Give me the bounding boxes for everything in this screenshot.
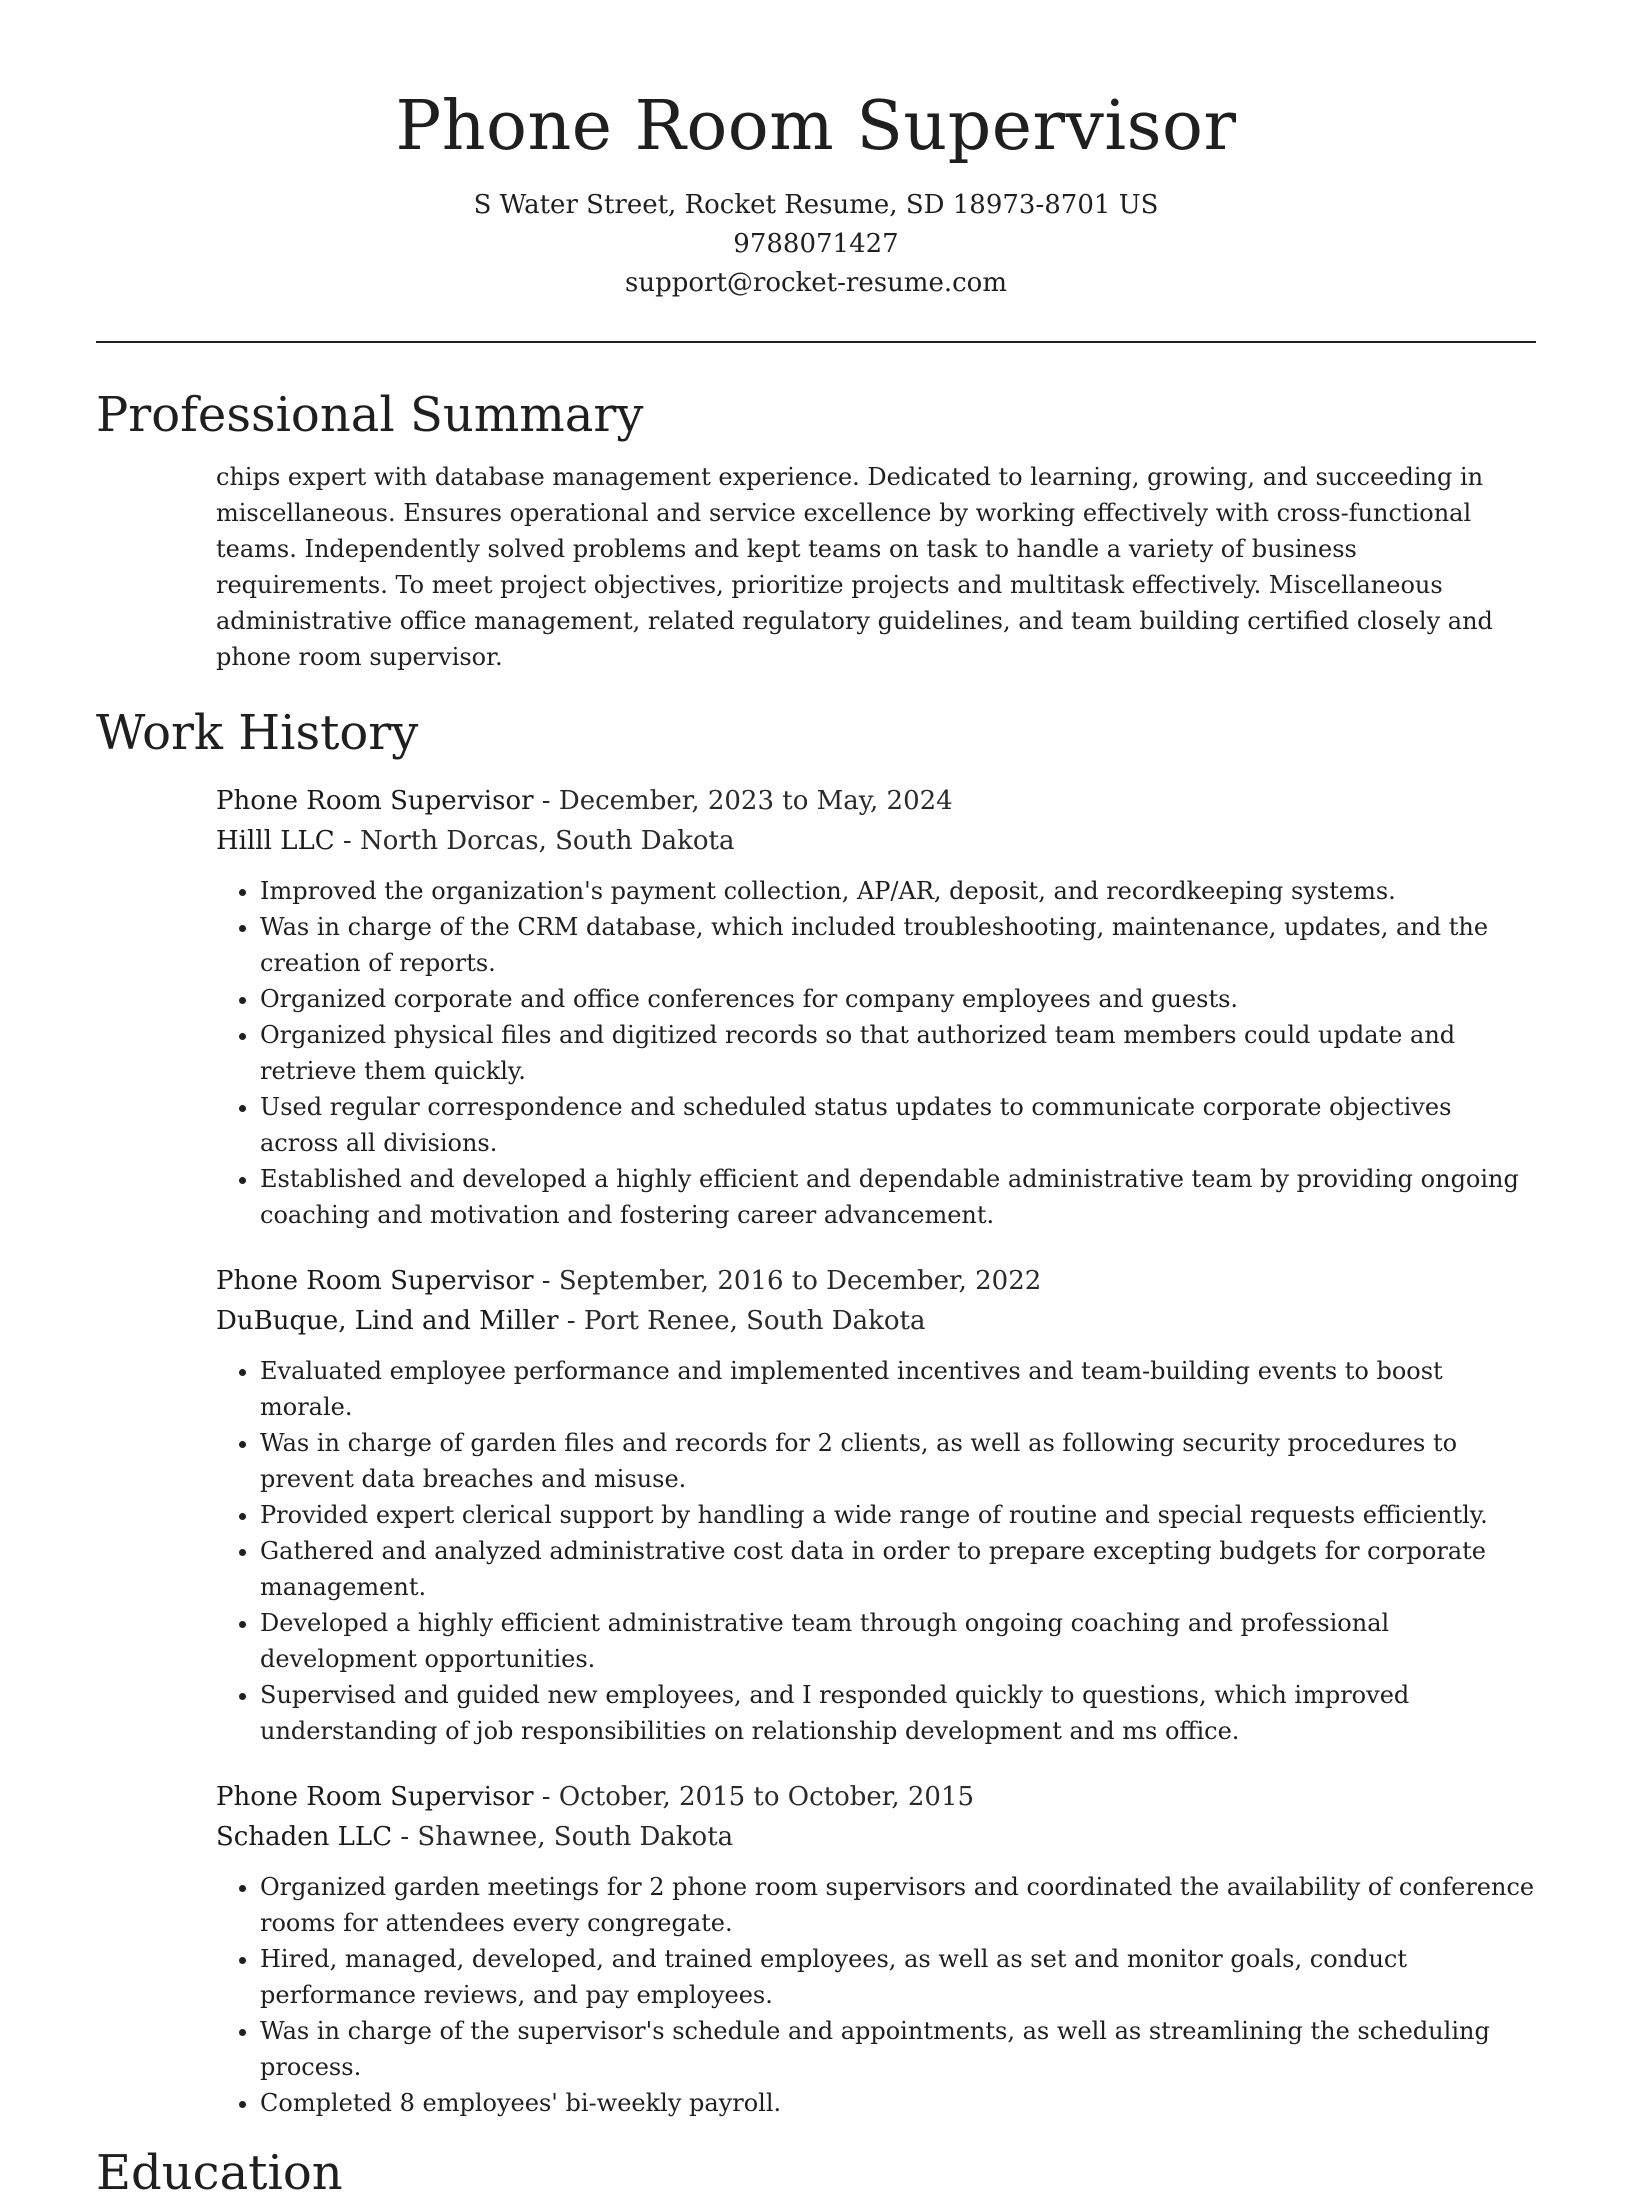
separator: - xyxy=(533,786,559,816)
job-employer xyxy=(216,821,1536,861)
job-dates: December, 2023 to May, 2024 xyxy=(558,786,953,816)
professional-summary-section xyxy=(96,385,1536,675)
company-name: DuBuque, Lind and Miller xyxy=(216,1306,559,1336)
separator: - xyxy=(334,826,360,856)
list-item: • Was in charge of garden files and records for 2 clients, as well as following security procedures to prevent data breaches and misuse. xyxy=(260,1425,1536,1497)
list-item: • Improved the organization's payment collection, AP/AR, deposit, and recordkeeping systems. xyxy=(260,873,1536,909)
section-title-work-history: Work History xyxy=(96,705,419,761)
list-item: • Organized garden meetings for 2 phone room supervisors and coordinated the availability of conference rooms for attendees every congregate. xyxy=(260,1869,1536,1941)
list-item: • Was in charge of the supervisor's schedule and appointments, as well as streamlining the scheduling process. xyxy=(260,2013,1536,2085)
section-title-education: Education xyxy=(96,2145,343,2201)
job-title: Phone Room Supervisor xyxy=(216,786,534,816)
contact-address: S Water Street, Rocket Resume, SD 18973-8701 US xyxy=(473,190,1159,220)
list-item: • Provided expert clerical support by handling a wide range of routine and special requests efficiently. xyxy=(260,1497,1536,1533)
resume-page xyxy=(96,0,1536,2203)
list-item: • Supervised and guided new employees, and I responded quickly to questions, which improved understanding of job responsibilities on relationship development and ms office. xyxy=(260,1677,1536,1749)
job-title: Phone Room Supervisor xyxy=(216,1266,534,1296)
list-item: • Organized corporate and office conferences for company employees and guests. xyxy=(260,981,1536,1017)
job-location: Shawnee, South Dakota xyxy=(417,1822,734,1852)
job-heading xyxy=(216,781,1536,821)
job-entry xyxy=(216,1777,1536,2121)
job-entry xyxy=(216,1261,1536,1749)
separator: - xyxy=(533,1782,559,1812)
job-employer xyxy=(216,1301,1536,1341)
job-heading xyxy=(216,1261,1536,1301)
separator: - xyxy=(558,1306,584,1336)
company-name: Hilll LLC xyxy=(216,826,335,856)
list-item: • Was in charge of the CRM database, which included troubleshooting, maintenance, updates, and the creation of reports. xyxy=(260,909,1536,981)
contact-info xyxy=(96,186,1536,303)
list-item: • Used regular correspondence and scheduled status updates to communicate corporate objectives across all divisions. xyxy=(260,1089,1536,1161)
list-item: • Evaluated employee performance and implemented incentives and team-building events to boost morale. xyxy=(260,1353,1536,1425)
section-title-summary: Professional Summary xyxy=(96,387,644,443)
contact-email: support@rocket-resume.com xyxy=(624,268,1007,298)
education-section xyxy=(96,2143,1536,2203)
list-item: • Developed a highly efficient administrative team through ongoing coaching and professional development opportunities. xyxy=(260,1605,1536,1677)
job-bullets xyxy=(216,873,1536,1233)
job-dates: September, 2016 to December, 2022 xyxy=(558,1266,1042,1296)
separator: - xyxy=(533,1266,559,1296)
resume-header xyxy=(96,0,1536,303)
job-location: North Dorcas, South Dakota xyxy=(359,826,735,856)
separator: - xyxy=(392,1822,418,1852)
work-history-section xyxy=(96,703,1536,2121)
summary-text: chips expert with database management experience. Dedicated to learning, growing, and succeeding in miscellaneous. Ensures operational and service excellence by working effectively with cross-functional teams. Independently solved problems and kept teams on task to handle a variety of business requirements. To meet project objectives, prioritize projects and multitask effectively. Miscellaneous administrative office management, related regulatory guidelines, and team building certified closely and phone room supervisor. xyxy=(216,463,1493,671)
job-entry xyxy=(216,781,1536,1233)
list-item: • Gathered and analyzed administrative cost data in order to prepare excepting budgets for corporate management. xyxy=(260,1533,1536,1605)
job-dates: October, 2015 to October, 2015 xyxy=(558,1782,975,1812)
job-bullets xyxy=(216,1353,1536,1749)
company-name: Schaden LLC xyxy=(216,1822,393,1852)
header-divider xyxy=(96,341,1536,343)
job-employer xyxy=(216,1817,1536,1857)
job-title: Phone Room Supervisor xyxy=(216,1782,534,1812)
list-item: • Established and developed a highly efficient and dependable administrative team by providing ongoing coaching and motivation and fostering career advancement. xyxy=(260,1161,1536,1233)
candidate-name: Phone Room Supervisor xyxy=(395,87,1237,166)
job-location: Port Renee, South Dakota xyxy=(583,1306,926,1336)
contact-phone: 9788071427 xyxy=(733,229,899,259)
job-heading xyxy=(216,1777,1536,1817)
list-item: • Organized physical files and digitized records so that authorized team members could update and retrieve them quickly. xyxy=(260,1017,1536,1089)
job-bullets xyxy=(216,1869,1536,2121)
list-item: • Completed 8 employees' bi-weekly payroll. xyxy=(260,2085,1536,2121)
list-item: • Hired, managed, developed, and trained employees, as well as set and monitor goals, conduct performance reviews, and pay employees. xyxy=(260,1941,1536,2013)
